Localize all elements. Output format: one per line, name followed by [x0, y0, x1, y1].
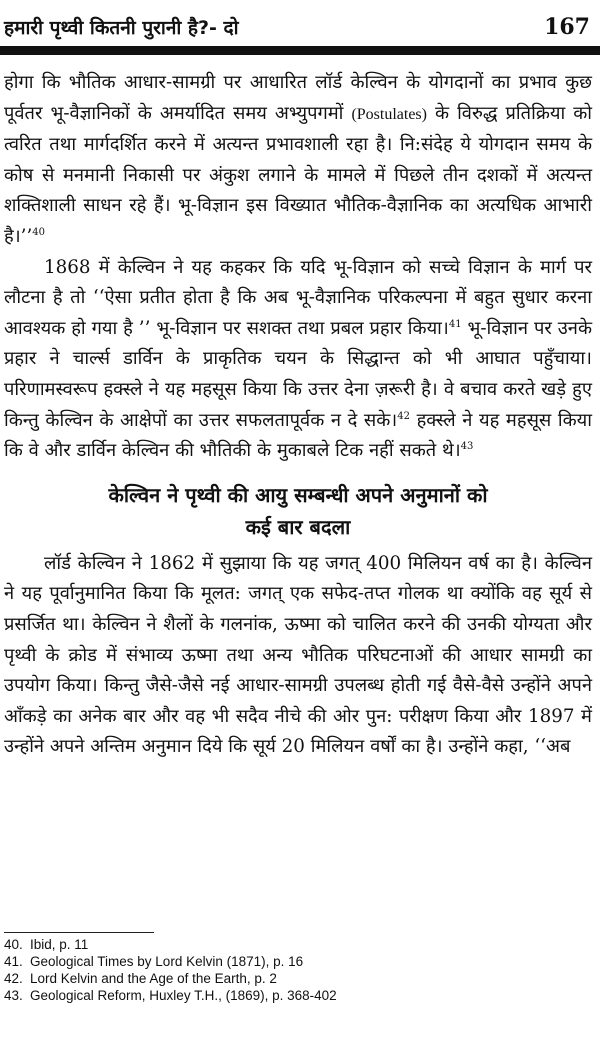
- section-heading: [4, 479, 592, 543]
- footnote: [4, 970, 592, 987]
- footnote-number: 43.: [4, 988, 23, 1003]
- latin-term: (Postulates): [351, 105, 427, 123]
- footnote-text: Lord Kelvin and the Age of the Earth, p. 2: [30, 971, 277, 986]
- text-run: हक्स्ले ने यह महसूस किया कि वे और डार्विन केल्विन की भौतिकी के मुकाबले टिक नहीं सकते थे।: [4, 409, 593, 462]
- header-rule: [0, 46, 600, 55]
- footnote-ref: 41: [448, 318, 462, 330]
- footnote-text: Ibid, p. 11: [30, 937, 89, 952]
- paragraph: [4, 68, 592, 253]
- footnote-text: Geological Times by Lord Kelvin (1871), p. 16: [30, 954, 304, 969]
- body-text: [4, 68, 592, 763]
- footnote-rule: [4, 932, 154, 933]
- section-heading-line: केल्विन ने पृथ्वी की आयु सम्बन्धी अपने अनुमानों को: [108, 482, 488, 507]
- footnote-number: 42.: [4, 971, 23, 986]
- running-head: [4, 4, 590, 40]
- section-heading-line: कई बार बदला: [245, 514, 351, 539]
- footnote-number: 41.: [4, 954, 23, 969]
- footnote-ref: 42: [397, 410, 410, 422]
- footnote-number: 40.: [4, 937, 23, 952]
- paragraph: [4, 549, 592, 763]
- footnote: [4, 953, 592, 970]
- footnote: [4, 987, 592, 1004]
- text-run: होगा कि भौतिक आधार-सामग्री पर आधारित लॉर्ड केल्विन के योगदानों का प्रभाव कुछ पूर्वतर भू-वैज्ञानिकों के अमर्यादित समय अभ्युपगमों: [4, 72, 592, 124]
- running-title: हमारी पृथ्वी कितनी पुरानी है?- दो: [4, 17, 239, 39]
- footnote-text: Geological Reform, Huxley T.H., (1869), p. 368-402: [30, 988, 337, 1003]
- text-run: 1868 में केल्विन ने यह कहकर कि यदि भू-विज्ञान को सच्चे विज्ञान के मार्ग पर लौटना है तो ‘‘ऐसा प्रतीत होता है कि अब भू-वैज्ञानिक परिकल्पना में बहुत सुधार करना आवश्यक हो गया है ’’ भू-विज्ञान पर सशक्त तथा प्रबल प्रहार किया।: [4, 256, 592, 339]
- text-run: लॉर्ड केल्विन ने 1862 में सुझाया कि यह जगत् 400 मिलियन वर्ष का है। केल्विन ने यह पूर्वानुमानित किया कि मूलत: जगत् एक सफेद-तप्त गोलक था क्योंकि वह सूर्य से प्रसर्जित था। केल्विन ने शैलों के गलनांक, ऊष्मा को चालित करने की उनकी योग्यता और पृथ्वी के क्रोड में संभाव्य ऊष्मा तथा अन्य भौतिक परिघटनाओं की आधार सामग्री का उपयोग किया। किन्तु जैसे-जैसे नई आधार-सामग्री उपलब्ध होती गई वैसे-वैसे उन्होंने अपने आँकड़े का अनेक बार और वह भी सदैव नीचे की ओर पुन: परीक्षण किया और 1897 में उन्होंने अपने अन्तिम अनुमान दिये कि सूर्य 20 मिलियन वर्षों का है। उन्होंने कहा, ‘‘अब: [4, 552, 592, 758]
- text-run: भू-विज्ञान पर उनके प्रहार ने चार्ल्स डार्विन के प्राकृतिक चयन के सिद्धान्त को भी आघात पहुँचाया। परिणामस्वरूप हक्स्ले ने यह महसूस किया कि उत्तर देना ज़रूरी है। वे बचाव करते खड़े हुए किन्तु केल्विन के आक्षेपों का उत्तर सफलतापूर्वक न दे सके।: [4, 317, 592, 431]
- footnote: [4, 936, 592, 953]
- footnotes: [4, 936, 592, 1004]
- paragraph: [4, 253, 592, 467]
- footnote-ref: 40: [32, 226, 45, 238]
- page-number: 167: [544, 14, 590, 40]
- text-run: के विरुद्ध प्रतिक्रिया को त्वरित तथा मार्गदर्शित करने में अत्यन्त प्रभावशाली रहा है। नि:संदेह ये योगदान समय के कोष से मनमानी निकासी पर अंकुश लगाने के मामले में पिछले तीन दशकों में अत्यन्त शक्तिशाली साधन रहे हैं। भू-विज्ञान इस विख्यात भौतिक-वैज्ञानिक का अत्यधिक आभारी है।’’: [4, 102, 592, 247]
- footnote-ref: 43: [460, 441, 474, 453]
